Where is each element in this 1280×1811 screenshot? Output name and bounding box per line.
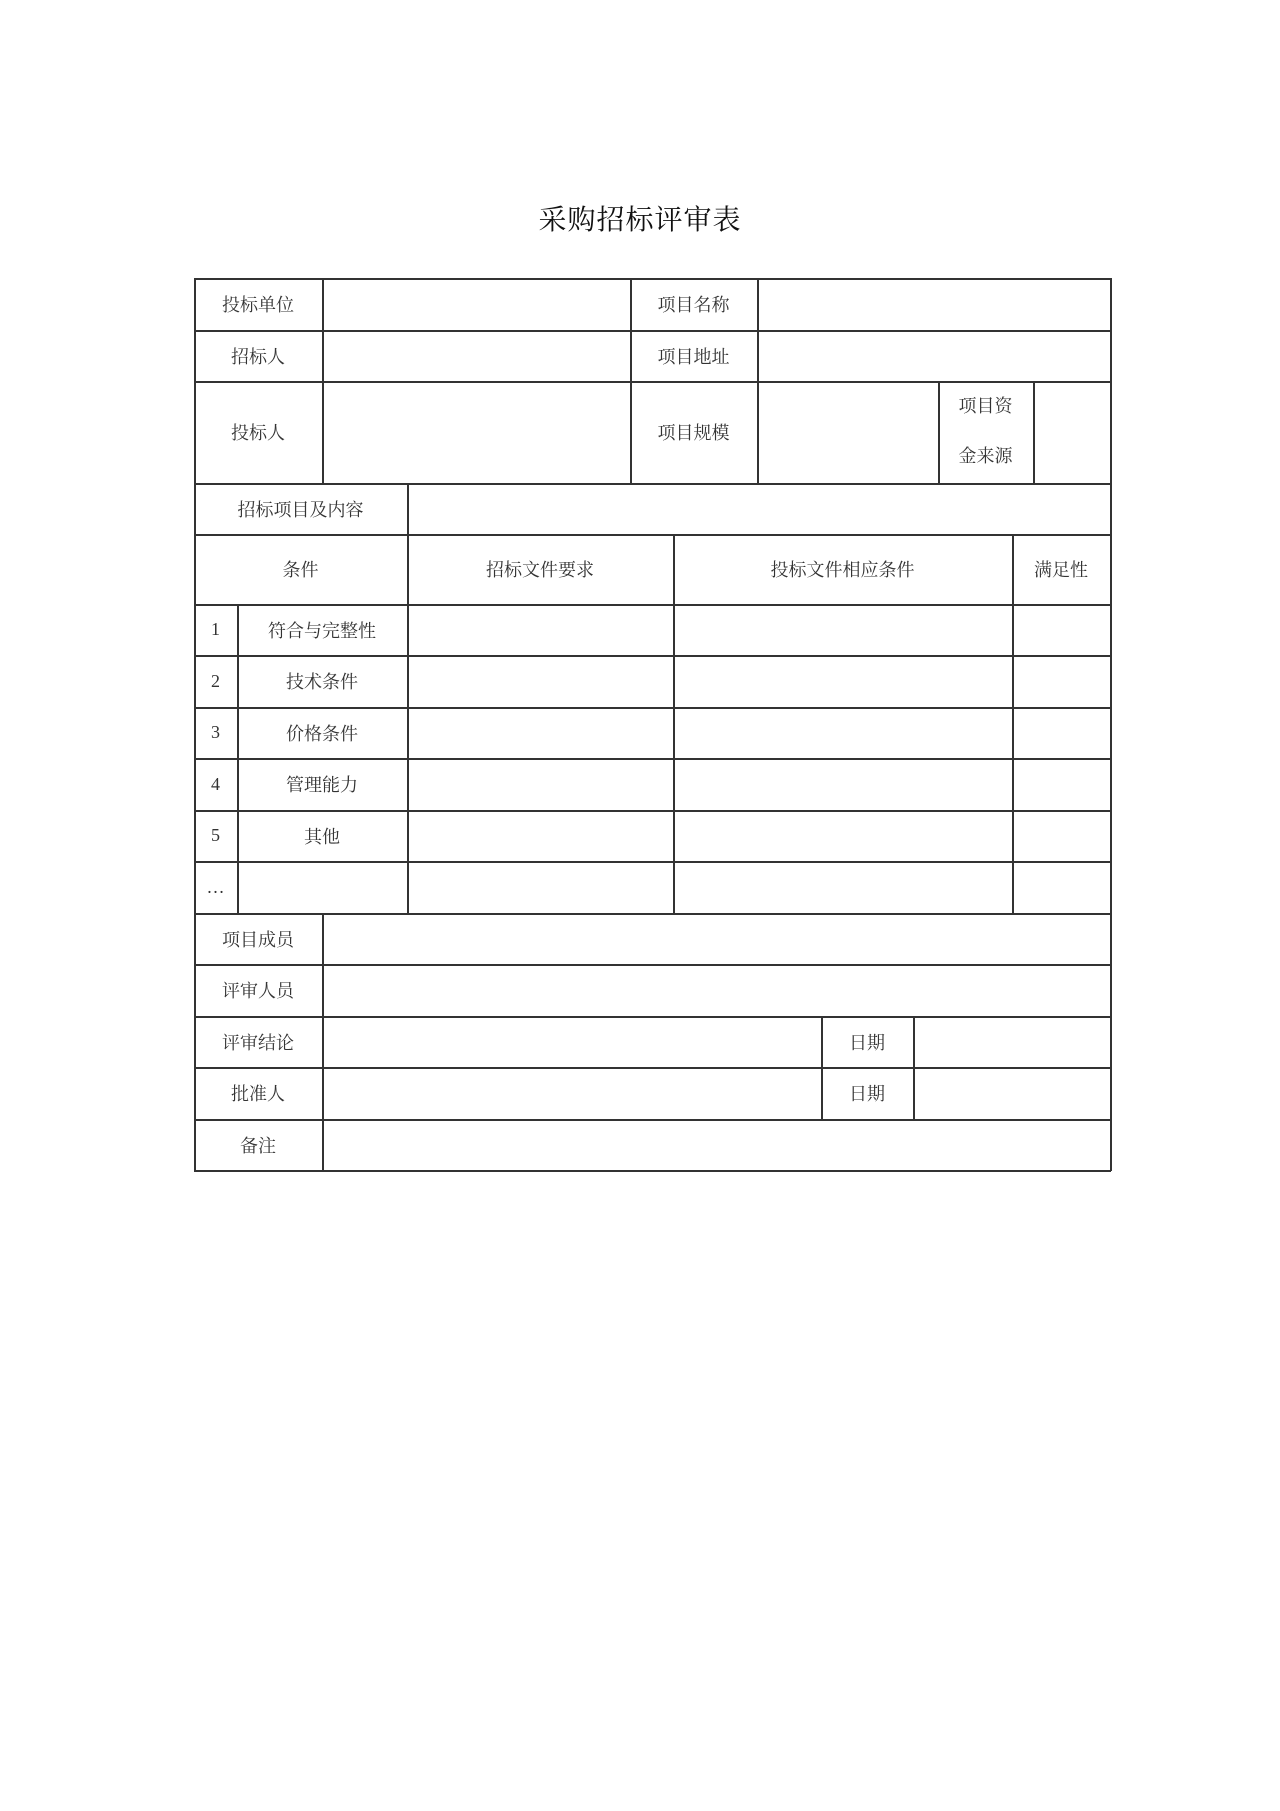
project-scale-field[interactable] bbox=[757, 381, 938, 483]
remarks-label: 备注 bbox=[240, 1135, 276, 1157]
bidder-field[interactable] bbox=[322, 381, 630, 483]
bid-response-field[interactable] bbox=[673, 707, 1012, 758]
criteria-name: 符合与完整性 bbox=[268, 620, 376, 642]
remarks-field[interactable] bbox=[322, 1119, 1110, 1170]
tender-requirement-field[interactable] bbox=[407, 604, 673, 655]
fund-source-label bbox=[938, 381, 1033, 483]
fund-source-label-line2: 金来源 bbox=[958, 446, 1013, 467]
bid-unit-field[interactable] bbox=[322, 278, 630, 330]
tender-requirement-field[interactable] bbox=[407, 810, 673, 861]
bid-unit-label: 投标单位 bbox=[222, 295, 294, 316]
page-title: 采购招标评审表 bbox=[538, 203, 742, 236]
tender-requirement-field[interactable] bbox=[407, 758, 673, 810]
tender-requirement-field[interactable] bbox=[407, 861, 673, 913]
criteria-name: 技术条件 bbox=[286, 672, 358, 693]
satisfaction-field[interactable] bbox=[1012, 758, 1110, 810]
review-conclusion-field[interactable] bbox=[322, 1016, 821, 1067]
project-address-label: 项目地址 bbox=[657, 346, 730, 368]
tender-items-label: 招标项目及内容 bbox=[237, 499, 364, 521]
project-members-label: 项目成员 bbox=[222, 929, 294, 951]
tender-requirements-header: 招标文件要求 bbox=[486, 560, 594, 581]
fund-source-label-line1: 项目资 bbox=[958, 396, 1013, 417]
bidder-label: 投标人 bbox=[231, 423, 285, 444]
bid-response-field[interactable] bbox=[673, 604, 1012, 655]
criteria-number: 4 bbox=[211, 773, 220, 794]
satisfaction-field[interactable] bbox=[1012, 655, 1110, 707]
bid-response-field[interactable] bbox=[673, 758, 1012, 810]
reviewers-label: 评审人员 bbox=[222, 981, 294, 1002]
bid-response-field[interactable] bbox=[673, 655, 1012, 707]
project-members-field[interactable] bbox=[322, 913, 1110, 964]
tender-items-field[interactable] bbox=[407, 483, 1110, 534]
condition-header: 条件 bbox=[282, 560, 319, 581]
satisfaction-field[interactable] bbox=[1012, 810, 1110, 861]
bid-response-field[interactable] bbox=[673, 810, 1012, 861]
approval-date-label: 日期 bbox=[849, 1084, 885, 1105]
project-address-field[interactable] bbox=[757, 330, 1110, 381]
tender-requirement-field[interactable] bbox=[407, 707, 673, 758]
satisfaction-field[interactable] bbox=[1012, 861, 1110, 913]
bid-response-field[interactable] bbox=[673, 861, 1012, 913]
tenderer-label: 招标人 bbox=[231, 346, 285, 368]
project-name-label: 项目名称 bbox=[657, 295, 730, 316]
conclusion-date-field[interactable] bbox=[913, 1016, 1110, 1067]
tenderer-field[interactable] bbox=[322, 330, 630, 381]
reviewers-field[interactable] bbox=[322, 964, 1110, 1016]
review-conclusion-label: 评审结论 bbox=[222, 1032, 294, 1054]
criteria-name: 其他 bbox=[304, 826, 340, 848]
satisfaction-field[interactable] bbox=[1012, 707, 1110, 758]
criteria-number: … bbox=[206, 876, 225, 897]
criteria-number: 2 bbox=[211, 670, 220, 691]
criteria-number: 1 bbox=[211, 619, 220, 639]
satisfaction-header: 满足性 bbox=[1034, 560, 1088, 581]
approval-date-field[interactable] bbox=[913, 1067, 1110, 1119]
criteria-name: 价格条件 bbox=[286, 723, 358, 745]
criteria-name: 管理能力 bbox=[286, 775, 358, 796]
criteria-number: 5 bbox=[211, 825, 220, 845]
criteria-number: 3 bbox=[211, 722, 220, 742]
tender-requirement-field[interactable] bbox=[407, 655, 673, 707]
project-scale-label: 项目规模 bbox=[657, 423, 730, 444]
bid-response-header: 投标文件相应条件 bbox=[770, 560, 915, 581]
project-name-field[interactable] bbox=[757, 278, 1110, 330]
fund-source-field[interactable] bbox=[1033, 381, 1110, 483]
conclusion-date-label: 日期 bbox=[849, 1032, 885, 1054]
satisfaction-field[interactable] bbox=[1012, 604, 1110, 655]
approver-label: 批准人 bbox=[231, 1084, 285, 1105]
approver-field[interactable] bbox=[322, 1067, 821, 1119]
criteria-name-field[interactable] bbox=[237, 861, 407, 913]
